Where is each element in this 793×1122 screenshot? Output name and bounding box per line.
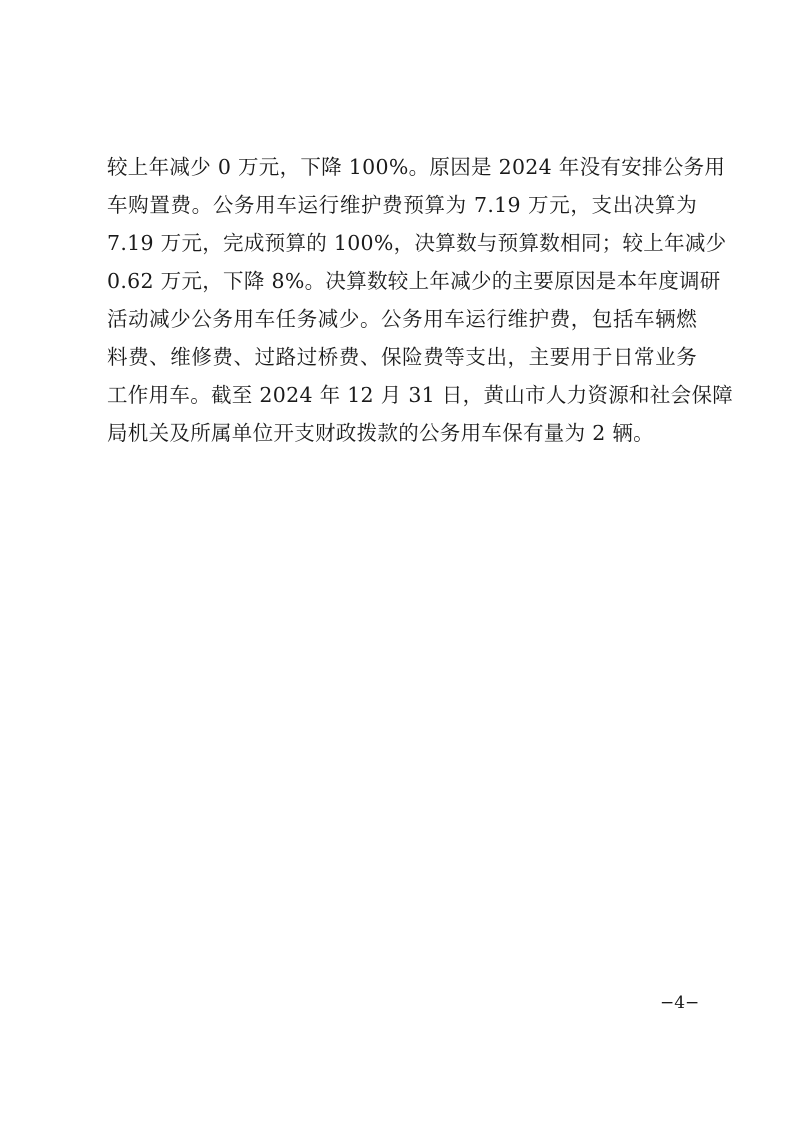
- paragraph-line: 活动减少公务用车任务减少。公务用车运行维护费，包括车辆燃: [107, 307, 697, 331]
- paragraph-line: 7.19 万元，完成预算的 100%，决算数与预算数相同；较上年减少: [107, 231, 727, 255]
- body-paragraph: [107, 148, 734, 452]
- paragraph-line: 局机关及所属单位开支财政拨款的公务用车保有量为 2 辆。: [107, 421, 654, 445]
- paragraph-line: 0.62 万元，下降 8%。决算数较上年减少的主要原因是本年度调研: [107, 269, 721, 293]
- paragraph-line: 车购置费。公务用车运行维护费预算为 7.19 万元，支出决算为: [107, 193, 697, 217]
- paragraph-line: 工作用车。截至 2024 年 12 月 31 日，黄山市人力资源和社会保障: [107, 383, 734, 407]
- page-number: −4−: [660, 993, 700, 1013]
- paragraph-line: 料费、维修费、过路过桥费、保险费等支出，主要用于日常业务: [107, 345, 697, 369]
- paragraph-line: 较上年减少 0 万元，下降 100%。原因是 2024 年没有安排公务用: [107, 155, 726, 179]
